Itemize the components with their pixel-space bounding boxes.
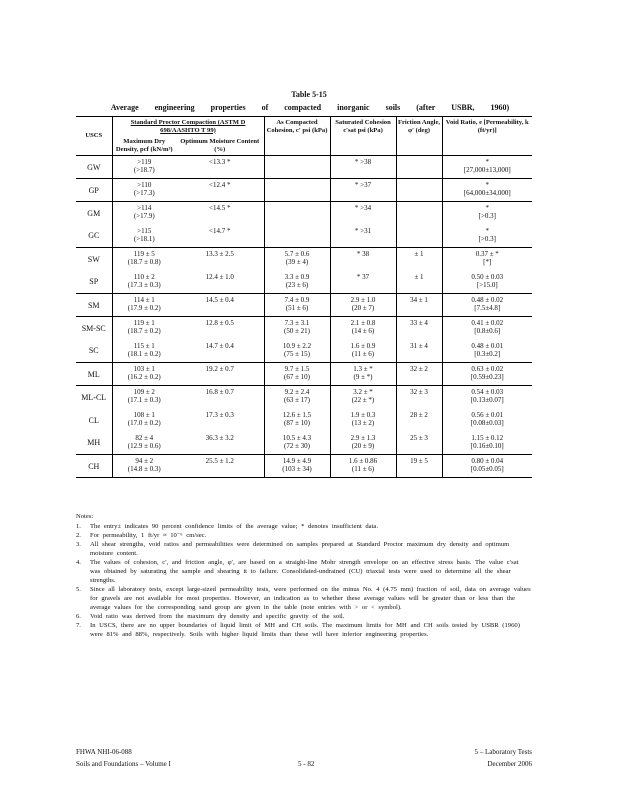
cell-saturated-cohesion	[330, 409, 396, 432]
cell-compacted-cohesion	[264, 271, 330, 294]
saturated-psi: * >34	[354, 204, 372, 213]
cell-dry-density	[112, 317, 176, 340]
header-max-dry-density: Maximum Dry Density, pcf (kN/m³)	[115, 138, 173, 153]
cell-dry-density	[112, 271, 176, 294]
density-pcf: 110 ± 2	[133, 272, 155, 281]
notes-section	[76, 513, 532, 640]
cell-compacted-cohesion	[264, 432, 330, 455]
cell-void-ratio	[442, 363, 532, 386]
note-item	[76, 559, 532, 585]
density-kn: (>17.3)	[133, 189, 155, 198]
void-ratio: 0.54 ± 0.03	[471, 388, 504, 397]
note-item	[76, 532, 532, 541]
note-item	[76, 541, 532, 559]
note-text: Since all laboratory tests, except large-sized permeability tests, were performed on the minus No. 4 (4.75 mm) fraction of soil, data on average values for gravels are not available for most properties. However, an indication as to whether these average values will be greater than or less than the average values for the corresponding sand group are given in the table (note entries with > or < symbol).	[90, 586, 531, 611]
saturated-psi: 2.9 ± 1.3	[350, 433, 376, 442]
cell-optimum-moisture: 17.3 ± 0.3	[205, 410, 234, 419]
header-optimum-moisture: Optimum Moisture Content (%)	[180, 138, 260, 153]
note-number: 1.	[76, 522, 81, 530]
table-label: Table 5-15	[291, 90, 327, 99]
cell-uscs: ML	[76, 363, 112, 386]
void-ratio: 0.80 ± 0.04	[471, 457, 504, 466]
cell-saturated-cohesion	[330, 363, 396, 386]
cell-optimum-moisture: 19.2 ± 0.7	[176, 363, 264, 386]
cell-optimum-moisture: <13.3 *	[176, 156, 264, 179]
note-item	[76, 613, 532, 622]
cell-dry-density	[112, 225, 176, 248]
footer-date: December 2006	[487, 760, 532, 768]
cell-friction-angle	[396, 156, 442, 179]
compacted-psi: 9.2 ± 2.4	[284, 388, 310, 397]
header-friction-angle: Friction Angle, φ′ (deg)	[396, 117, 442, 156]
cell-saturated-cohesion	[330, 317, 396, 340]
saturated-psi: 1.6 ± 0.9	[350, 341, 376, 350]
cell-optimum-moisture: 14.7 ± 0.4	[176, 340, 264, 363]
void-ratio: *	[485, 158, 489, 167]
cell-optimum-moisture: 14.5 ± 0.4	[176, 294, 264, 317]
notes-list	[76, 523, 532, 640]
density-pcf: 115 ± 1	[133, 341, 155, 350]
cell-dry-density	[112, 409, 176, 432]
saturated-psi: 1.9 ± 0.3	[350, 410, 376, 419]
saturated-kpa: (14 ± 6)	[351, 327, 375, 336]
cell-friction-angle: 34 ± 1	[396, 294, 442, 317]
notes-heading: Notes:	[76, 513, 94, 520]
density-pcf: 114 ± 1	[133, 296, 155, 305]
cell-friction-angle: 25 ± 3	[396, 432, 442, 455]
compacted-psi: 14.9 ± 4.9	[282, 457, 312, 466]
permeability: [64,000±34,000]	[463, 189, 511, 198]
footer-chapter: 5 – Laboratory Tests	[474, 748, 532, 756]
density-pcf: >119	[137, 158, 152, 167]
saturated-psi: 1.6 ± 0.86	[348, 457, 378, 466]
cell-dry-density	[112, 455, 176, 478]
saturated-kpa: (11 ± 6)	[351, 465, 375, 474]
footer-page-number: 5 - 82	[298, 760, 315, 768]
cell-saturated-cohesion	[330, 156, 396, 179]
permeability: [>0.3]	[478, 212, 496, 221]
cell-saturated-cohesion	[330, 294, 396, 317]
note-text: In USCS, there are no upper boundaries of liquid limit of MH and CH soils. The maximum limits for MH and CH soils tested by USBR (1960) were 81% and 88%, respectively. Soils with higher liquid limits than these will have inferior engineering properties.	[90, 622, 520, 638]
void-ratio: 1.15 ± 0.12	[471, 433, 504, 442]
void-ratio: 0.50 ± 0.03	[471, 272, 504, 281]
cell-compacted-cohesion	[264, 386, 330, 409]
permeability: [27,000±13,000]	[463, 166, 511, 175]
table-row	[76, 271, 532, 294]
compacted-kpa: (50 ± 21)	[283, 327, 310, 336]
compacted-psi: 3.3 ± 0.9	[284, 272, 310, 281]
density-kn: (17.3 ± 0.3)	[127, 280, 161, 289]
saturated-psi: * 38	[356, 250, 370, 259]
footer-publication-id: FHWA NHI-06-088	[76, 748, 132, 756]
void-ratio: 0.41 ± 0.02	[471, 319, 504, 328]
compacted-kpa: (39 ± 4)	[285, 258, 309, 267]
table-row	[76, 248, 532, 271]
compacted-psi: 10.9 ± 2.2	[282, 341, 312, 350]
permeability: [>15.0]	[476, 280, 498, 289]
note-number: 4.	[76, 559, 81, 567]
density-kn: (12.9 ± 0.6)	[127, 441, 161, 450]
void-ratio: 0.56 ± 0.01	[471, 410, 504, 419]
table-row	[76, 363, 532, 386]
density-pcf: 94 ± 2	[135, 457, 154, 466]
void-ratio: *	[485, 204, 489, 213]
cell-friction-angle: 32 ± 3	[396, 386, 442, 409]
cell-uscs: SM-SC	[76, 317, 112, 340]
permeability: [0.3±0.2]	[474, 349, 501, 358]
void-ratio: 0.37 ± *	[475, 250, 499, 259]
header-void-ratio: Void Ratio, e [Permeability, k (ft/yr)]	[442, 117, 532, 156]
compacted-kpa: (75 ± 15)	[283, 349, 310, 358]
cell-friction-angle: ± 1	[396, 248, 442, 271]
saturated-psi: * 37	[356, 272, 370, 281]
cell-optimum-moisture: 13.3 ± 2.5	[205, 250, 234, 259]
cell-saturated-cohesion	[330, 455, 396, 478]
cell-friction-angle: 33 ± 4	[396, 317, 442, 340]
compacted-psi: 7.4 ± 0.9	[284, 296, 310, 305]
compacted-kpa: (67 ± 10)	[283, 373, 310, 382]
cell-optimum-moisture: 16.8 ± 0.7	[205, 388, 234, 397]
cell-dry-density	[112, 340, 176, 363]
compacted-psi: 9.7 ± 1.5	[284, 365, 310, 374]
table-row	[76, 432, 532, 455]
saturated-kpa: (22 ± *)	[351, 396, 375, 405]
density-pcf: >114	[137, 204, 152, 213]
header-proctor-group: Standard Proctor Compaction (ASTM D 698/AASHTO T 99)	[112, 117, 264, 137]
density-kn: (14.8 ± 0.3)	[127, 465, 161, 474]
cell-void-ratio	[442, 248, 532, 271]
cell-friction-angle: 19 ± 5	[396, 455, 442, 478]
cell-saturated-cohesion	[330, 271, 396, 294]
note-text: For permeability, 1 ft/yr ≈ 10⁻⁶ cm/sec.	[90, 532, 207, 540]
density-kn: (18.7 ± 0.8)	[127, 258, 161, 267]
cell-friction-angle: 32 ± 2	[396, 363, 442, 386]
cell-compacted-cohesion	[264, 248, 330, 271]
density-pcf: 103 ± 1	[133, 365, 155, 374]
compacted-psi: 10.5 ± 4.3	[282, 433, 312, 442]
note-number: 5.	[76, 586, 81, 594]
table-row	[76, 294, 532, 317]
cell-saturated-cohesion	[330, 386, 396, 409]
note-text: All shear strengths, void ratios and permeabilities were determined on samples prepared at Standard Proctor maximum dry density and optimum moisture content.	[90, 541, 510, 558]
density-pcf: 109 ± 2	[133, 388, 155, 397]
table-row	[76, 455, 532, 478]
cell-uscs: GM	[76, 202, 112, 225]
cell-compacted-cohesion	[264, 455, 330, 478]
permeability: [0.08±0.03]	[470, 418, 504, 427]
permeability: [0.05±0.05]	[470, 465, 504, 474]
cell-uscs: GW	[76, 156, 112, 179]
note-item	[76, 523, 532, 532]
note-text: The entry± indicates 90 percent confidence limits of the average value; * denotes insufficient data.	[90, 522, 379, 530]
compacted-kpa: (51 ± 6)	[285, 304, 309, 313]
cell-dry-density	[112, 179, 176, 202]
cell-dry-density	[112, 202, 176, 225]
saturated-psi: * >38	[354, 158, 372, 167]
note-number: 6.	[76, 612, 81, 620]
void-ratio: *	[485, 181, 489, 190]
compacted-kpa: (63 ± 17)	[283, 396, 310, 405]
permeability: [0.16±0.10]	[470, 441, 504, 450]
cell-optimum-moisture: 25.5 ± 1.2	[176, 455, 264, 478]
permeability: [>0.3]	[478, 234, 496, 243]
saturated-psi: * >31	[354, 226, 372, 235]
cell-saturated-cohesion	[330, 432, 396, 455]
density-pcf: >115	[137, 226, 152, 235]
cell-uscs: SP	[76, 271, 112, 294]
cell-compacted-cohesion	[264, 156, 330, 179]
void-ratio: 0.63 ± 0.02	[471, 365, 504, 374]
saturated-kpa: (20 ± 9)	[351, 441, 375, 450]
saturated-psi: 2.9 ± 1.0	[350, 296, 376, 305]
cell-friction-angle	[396, 225, 442, 248]
note-item	[76, 622, 532, 640]
note-number: 3.	[76, 541, 81, 549]
cell-dry-density	[112, 294, 176, 317]
cell-saturated-cohesion	[330, 225, 396, 248]
compacted-psi: 12.6 ± 1.5	[282, 410, 312, 419]
saturated-kpa: (9 ± *)	[353, 373, 373, 382]
density-pcf: 119 ± 5	[133, 250, 155, 259]
density-kn: (16.2 ± 0.2)	[127, 373, 161, 382]
cell-void-ratio	[442, 432, 532, 455]
density-pcf: 119 ± 1	[133, 319, 155, 328]
cell-optimum-moisture: 36.3 ± 3.2	[176, 432, 264, 455]
compacted-kpa: (103 ± 34)	[282, 465, 312, 474]
density-pcf: >110	[137, 181, 152, 190]
cell-uscs: SM	[76, 294, 112, 317]
cell-saturated-cohesion	[330, 179, 396, 202]
cell-optimum-moisture: <12.4 *	[176, 179, 264, 202]
table-row	[76, 225, 532, 248]
saturated-kpa: (13 ± 2)	[351, 418, 375, 427]
cell-compacted-cohesion	[264, 340, 330, 363]
permeability: [0.8±0.6]	[474, 327, 501, 336]
cell-dry-density	[112, 248, 176, 271]
cell-void-ratio	[442, 202, 532, 225]
void-ratio: 0.48 ± 0.02	[471, 296, 504, 305]
cell-saturated-cohesion	[330, 248, 396, 271]
table-row	[76, 386, 532, 409]
density-kn: (17.9 ± 0.2)	[127, 304, 161, 313]
saturated-psi: 3.2 ± *	[353, 388, 373, 397]
density-kn: (17.0 ± 0.2)	[127, 418, 161, 427]
cell-compacted-cohesion	[264, 179, 330, 202]
table-row	[76, 156, 532, 179]
saturated-psi: 2.1 ± 0.8	[350, 319, 376, 328]
cell-uscs: GC	[76, 225, 112, 248]
cell-uscs: CL	[76, 409, 112, 432]
cell-compacted-cohesion	[264, 202, 330, 225]
permeability: [0.13±0.07]	[470, 396, 504, 405]
header-compacted-cohesion: As Compacted Cohesion, c′ psi (kPa)	[264, 117, 330, 156]
cell-void-ratio	[442, 156, 532, 179]
table-row	[76, 340, 532, 363]
density-kn: (17.1 ± 0.3)	[127, 396, 161, 405]
cell-friction-angle: ± 1	[396, 271, 442, 294]
note-item	[76, 586, 532, 612]
cell-uscs: SC	[76, 340, 112, 363]
header-uscs: USCS	[76, 117, 112, 156]
cell-uscs: MH	[76, 432, 112, 455]
compacted-psi: 7.3 ± 3.1	[284, 319, 310, 328]
note-text: The values of cohesion, c′, and friction angle, φ′, are based on a straight-line Mohr strength envelope on an effective stress basis. The value c′sat was obtained by saturating the sample and shearing it to failure. Consolidated-undrained (CU) triaxial tests were used to determine all the shear strengths.	[90, 559, 519, 584]
cell-friction-angle: 28 ± 2	[396, 409, 442, 432]
table-row	[76, 409, 532, 432]
table-row	[76, 202, 532, 225]
cell-compacted-cohesion	[264, 317, 330, 340]
compacted-kpa: (72 ± 30)	[283, 441, 310, 450]
cell-optimum-moisture: <14.5 *	[209, 204, 231, 213]
table-body	[76, 156, 532, 478]
saturated-psi: * >37	[354, 181, 372, 190]
header-saturated-cohesion: Saturated Cohesion c′sat psi (kPa)	[330, 117, 396, 156]
saturated-kpa: (11 ± 6)	[351, 349, 375, 358]
saturated-kpa: (20 ± 7)	[351, 304, 375, 313]
cell-void-ratio	[442, 294, 532, 317]
cell-void-ratio	[442, 409, 532, 432]
compacted-psi: 5.7 ± 0.6	[284, 250, 310, 259]
cell-uscs: SW	[76, 248, 112, 271]
note-number: 7.	[76, 622, 81, 630]
compacted-kpa: (87 ± 10)	[283, 418, 310, 427]
void-ratio: *	[485, 226, 489, 235]
note-text: Void ratio was derived from the maximum dry density and specific gravity of the soil.	[90, 612, 345, 620]
cell-dry-density	[112, 156, 176, 179]
cell-compacted-cohesion	[264, 294, 330, 317]
cell-saturated-cohesion	[330, 202, 396, 225]
engineering-properties-table	[76, 116, 532, 478]
cell-dry-density	[112, 432, 176, 455]
saturated-psi: 1.3 ± *	[353, 365, 373, 374]
footer-publication-title: Soils and Foundations – Volume I	[76, 760, 171, 768]
cell-uscs: GP	[76, 179, 112, 202]
permeability: [*]	[483, 258, 492, 267]
density-kn: (>18.1)	[133, 234, 155, 243]
cell-friction-angle	[396, 202, 442, 225]
density-kn: (>18.7)	[133, 166, 155, 175]
cell-void-ratio	[442, 179, 532, 202]
cell-optimum-moisture: <14.7 *	[176, 225, 264, 248]
cell-dry-density	[112, 363, 176, 386]
table-title: Average engineering properties of compacted inorganic soils (after USBR, 1960)	[110, 103, 510, 112]
permeability: [7.5±4.8]	[474, 304, 501, 313]
density-kn: (>17.9)	[133, 212, 155, 221]
density-kn: (18.7 ± 0.2)	[127, 327, 161, 336]
cell-compacted-cohesion	[264, 225, 330, 248]
cell-void-ratio	[442, 340, 532, 363]
density-pcf: 108 ± 1	[133, 410, 155, 419]
cell-void-ratio	[442, 271, 532, 294]
cell-friction-angle: 31 ± 4	[396, 340, 442, 363]
density-kn: (18.1 ± 0.2)	[127, 349, 161, 358]
cell-void-ratio	[442, 317, 532, 340]
cell-compacted-cohesion	[264, 409, 330, 432]
cell-void-ratio	[442, 225, 532, 248]
compacted-kpa: (23 ± 6)	[285, 280, 309, 289]
cell-optimum-moisture: 12.8 ± 0.5	[205, 319, 234, 328]
void-ratio: 0.48 ± 0.01	[471, 341, 504, 350]
cell-void-ratio	[442, 455, 532, 478]
cell-dry-density	[112, 386, 176, 409]
cell-void-ratio	[442, 386, 532, 409]
cell-optimum-moisture: 12.4 ± 1.0	[176, 271, 264, 294]
cell-uscs: ML-CL	[76, 386, 112, 409]
density-pcf: 82 ± 4	[135, 433, 154, 442]
cell-friction-angle	[396, 179, 442, 202]
cell-compacted-cohesion	[264, 363, 330, 386]
table-row	[76, 179, 532, 202]
table-row	[76, 317, 532, 340]
note-number: 2.	[76, 532, 81, 540]
permeability: [0.59±0.23]	[470, 373, 504, 382]
cell-uscs: CH	[76, 455, 112, 478]
cell-saturated-cohesion	[330, 340, 396, 363]
